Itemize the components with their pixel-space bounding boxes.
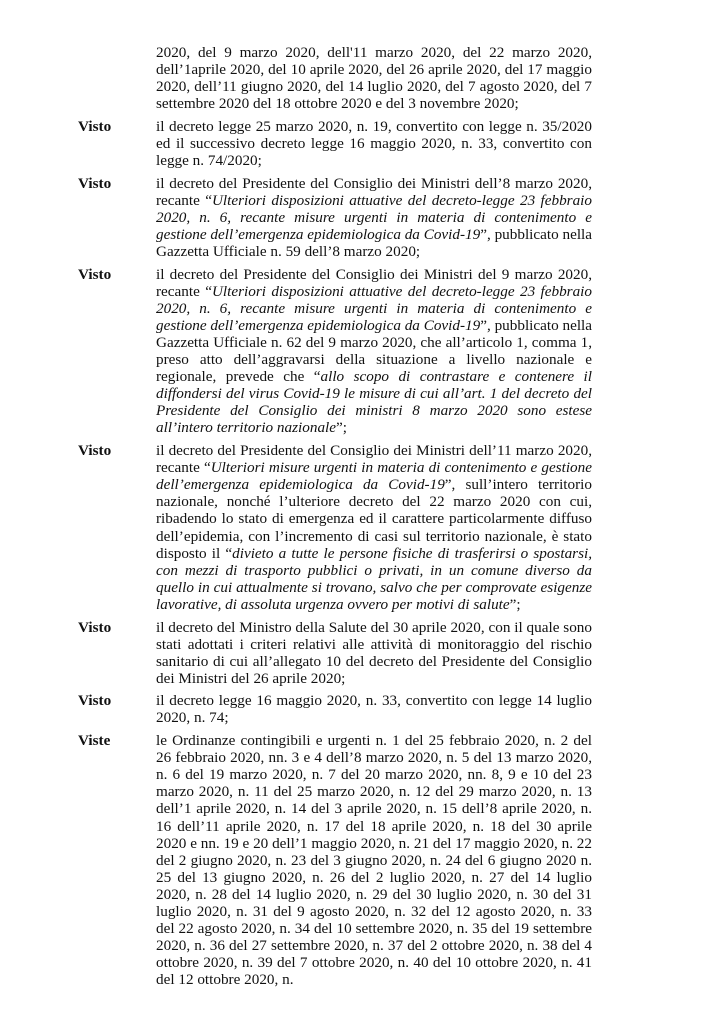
recital-5 — [78, 619, 592, 687]
recital-label: Visto — [78, 618, 112, 636]
recital-label: Visto — [78, 442, 112, 460]
recital-3 — [78, 266, 592, 437]
quoted-italic-text: Ulteriori misure urgenti in materia di contenimento e gestione dell’emergenza epidemiologica da Covid-19 — [156, 459, 592, 494]
recital-label: Visto — [78, 692, 112, 710]
recital-text — [156, 619, 592, 687]
recital-paragraph: il decreto del Presidente del Consiglio dei Ministri del 9 marzo 2020, recante “Ulteriori disposizioni attuative del decreto-legge 23 febbraio 2020, n. 6, recante misure urgenti in materia di contenimento e gestione dell’emergenza epidemiologica da Covid-19”, pubblicato nella Gazzetta Ufficiale n. 62 del 9 marzo 2020, che all’articolo 1, comma 1, preso atto dell’aggravarsi della situazione a livello nazionale e regionale, prevede che “allo scopo di contrastare e contenere il diffondersi del virus Covid-19 le misure di cui all’art. 1 del decreto del Presidente del Consiglio dei ministri 8 marzo 2020 sono estese all’intero territorio nazionale”; — [156, 265, 593, 437]
recital-label: Visto — [78, 117, 112, 135]
recital-2 — [78, 175, 592, 260]
quoted-italic-text: Ulteriori disposizioni attuative del decreto-legge 23 febbraio 2020, n. 6, recante misure urgenti in materia di contenimento e gestione dell’emergenza epidemiologica da Covid-19 — [156, 282, 593, 334]
continuation-paragraph: 2020, del 9 marzo 2020, dell'11 marzo 2020, del 22 marzo 2020, dell’1aprile 2020, del 10 aprile 2020, del 26 aprile 2020, del 17 maggio 2020, dell’11 giugno 2020, del 14 luglio 2020, del 7 agosto 2020, del 7 settembre 2020 del 18 ottobre 2020 e del 3 novembre 2020; — [156, 44, 592, 113]
recital-1 — [78, 118, 592, 169]
recital-paragraph: il decreto legge 25 marzo 2020, n. 19, convertito con legge n. 35/2020 ed il successivo decreto legge 16 maggio 2020, n. 33, convertito con legge n. 74/2020; — [156, 117, 592, 170]
recital-text — [156, 266, 592, 437]
recital-paragraph: il decreto del Presidente del Consiglio dei Ministri dell’11 marzo 2020, recante “Ulteriori misure urgenti in materia di contenimento e gestione dell’emergenza epidemiologica da Covid-19”, sull’intero territorio nazionale, nonché l’ulteriore decreto del 22 marzo 2020 con cui, ribadendo lo stato di emergenza ed il carattere particolarmente diffuso dell’epidemia, con l’incremento di casi sul territorio nazionale, è stato disposto il “divieto a tutte le persone fisiche di trasferirsi o spostarsi, con mezzi di trasporto pubblici o privati, in un comune diverso da quello in cui attualmente si trovano, salvo che per comprovate esigenze lavorative, di assoluta urgenza ovvero per motivi di salute”; — [156, 442, 592, 613]
recital-paragraph: le Ordinanze contingibili e urgenti n. 1 del 25 febbraio 2020, n. 2 del 26 febbraio 2020, nn. 3 e 4 dell’8 marzo 2020, n. 5 del 13 marzo 2020, n. 6 del 19 marzo 2020, n. 7 del 20 marzo 2020, nn. 8, 9 e 10 del 23 marzo 2020, n. 11 del 25 marzo 2020, n. 12 del 29 marzo 2020, n. 13 dell’1 aprile 2020, n. 14 del 3 aprile 2020, n. 15 dell’8 aprile 2020, n. 16 dell’11 aprile 2020, n. 17 del 18 aprile 2020, n. 18 del 30 aprile 2020 e nn. 19 e 20 dell’1 maggio 2020, n. 21 del 17 maggio 2020, n. 22 del 2 giugno 2020, n. 23 del 3 giugno 2020, n. 24 del 6 giugno 2020 n. 25 del 13 giugno 2020, n. 26 del 2 luglio 2020, n. 27 del 14 luglio 2020, n. 28 del 14 luglio 2020, n. 29 del 30 luglio 2020, n. 30 del 31 luglio 2020, n. 31 del 9 agosto 2020, n. 32 del 12 agosto 2020, n. 33 del 22 agosto 2020, n. 34 del 10 settembre 2020, n. 35 del 19 settembre 2020, n. 36 del 27 settembre 2020, n. 37 del 2 ottobre 2020, n. 38 del 4 ottobre 2020, n. 39 del 7 ottobre 2020, n. 40 del 10 ottobre 2020, n. 41 del 12 ottobre 2020, n. — [156, 732, 592, 989]
recital-text — [156, 118, 592, 169]
recital-6 — [78, 692, 592, 726]
recital-paragraph: il decreto del Presidente del Consiglio dei Ministri dell’8 marzo 2020, recante “Ulteriori disposizioni attuative del decreto-legge 23 febbraio 2020, n. 6, recante misure urgenti in materia di contenimento e gestione dell’emergenza epidemiologica da Covid-19”, pubblicato nella Gazzetta Ufficiale n. 59 dell’8 marzo 2020; — [156, 174, 593, 261]
document-body — [78, 44, 592, 994]
recital-paragraph: il decreto legge 16 maggio 2020, n. 33, convertito con legge 14 luglio 2020, n. 74; — [156, 692, 592, 727]
recital-text — [156, 732, 592, 988]
recital-paragraph: il decreto del Ministro della Salute del 30 aprile 2020, con il quale sono stati adottati i criteri relativi alle attività di monitoraggio del rischio sanitario di cui all’allegato 10 del decreto del Presidente del Consiglio dei Ministri del 26 aprile 2020; — [156, 618, 592, 687]
quoted-italic-text: allo scopo di contrastare e contenere il diffondersi del virus Covid-19 le misure di cui all’art. 1 del decreto del Presidente del Consiglio dei ministri 8 marzo 2020 sono estese all’intero territorio nazionale — [156, 368, 592, 437]
recital-text — [156, 175, 592, 260]
quoted-italic-text: Ulteriori disposizioni attuative del decreto-legge 23 febbraio 2020, n. 6, recante misure urgenti in materia di contenimento e gestione dell’emergenza epidemiologica da Covid-19 — [156, 191, 593, 243]
quoted-italic-text: divieto a tutte le persone fisiche di trasferirsi o spostarsi, con mezzi di trasporto pubblici o privati, in un comune diverso da quello in cui attualmente si trovano, salvo che per comprovate esigenze lavorative, di assoluta urgenza ovvero per motivi di salute — [156, 544, 592, 613]
recital-4 — [78, 442, 592, 613]
recital-text — [156, 692, 592, 726]
recital-label: Visto — [78, 174, 112, 192]
recital-7 — [78, 732, 592, 988]
recital-label: Viste — [78, 732, 111, 750]
recital-label: Visto — [78, 265, 112, 283]
recital-text — [156, 442, 592, 613]
